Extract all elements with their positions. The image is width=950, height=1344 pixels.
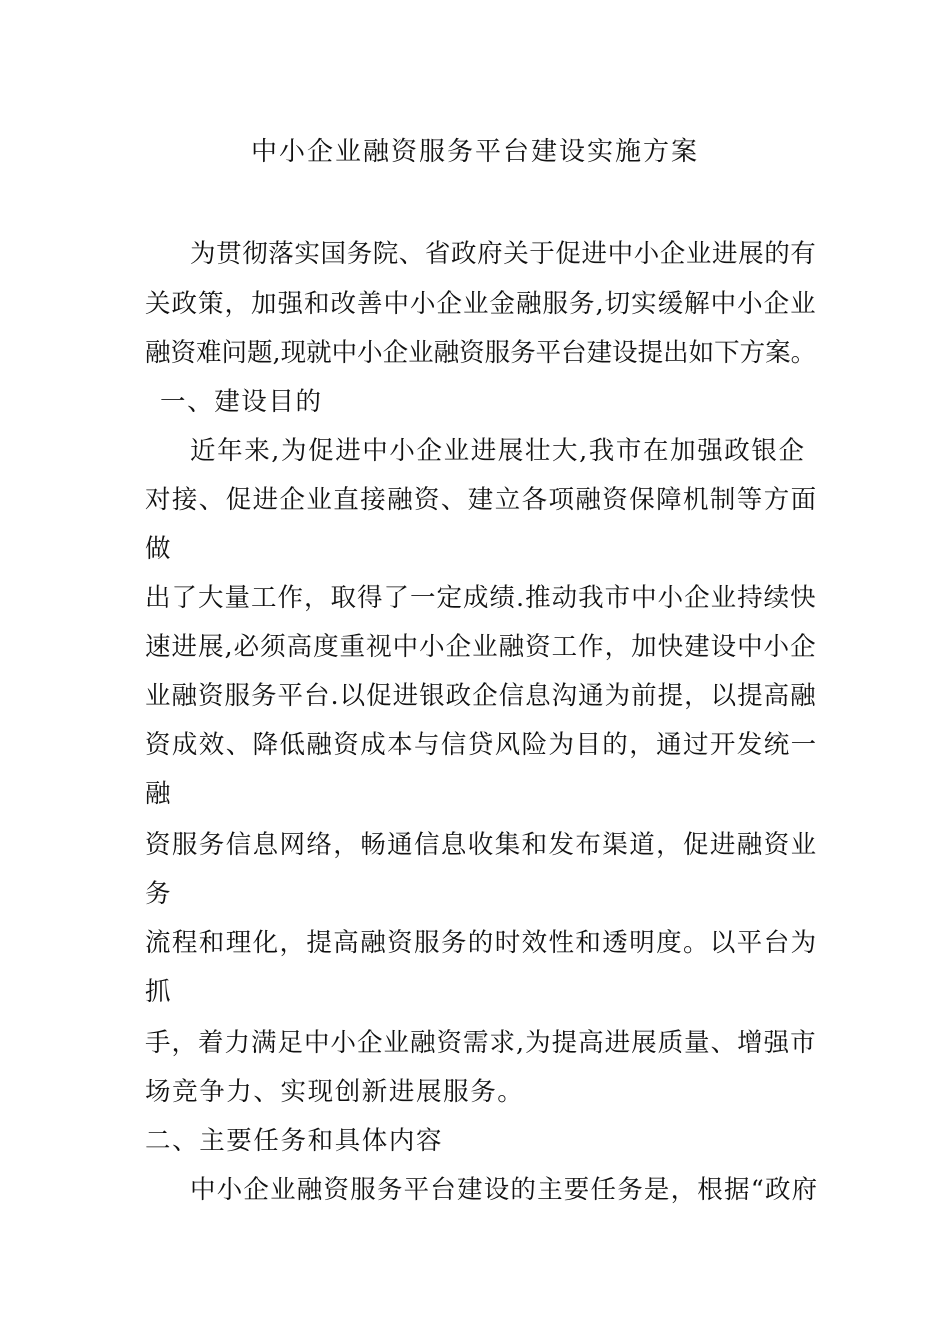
document-title: 中小企业融资服务平台建设实施方案 [250, 137, 699, 167]
body-line: 做 [145, 534, 173, 564]
body-line: 速进展,必须高度重视中小企业融资工作，加快建设中小企 [145, 632, 817, 662]
body-line: 近年来,为促进中小企业进展壮大,我市在加强政银企 [190, 436, 806, 466]
body-line: 融资难问题,现就中小企业融资服务平台建设提出如下方案。 [145, 338, 817, 368]
body-line: 融 [145, 779, 173, 809]
body-line: 中小企业融资服务平台建设的主要任务是，根据“政府 [190, 1175, 819, 1205]
body-line: 手，着力满足中小企业融资需求,为提高进展质量、增强市 [145, 1028, 817, 1058]
body-line: 业融资服务平台.以促进银政企信息沟通为前提，以提高融 [145, 681, 817, 711]
body-line: 抓 [145, 977, 173, 1007]
body-line: 资服务信息网络，畅通信息收集和发布渠道，促进融资业 [145, 830, 818, 860]
body-line: 场竞争力、实现创新进展服务。 [145, 1077, 525, 1107]
body-line: 务 [145, 879, 173, 909]
section-heading-1: 一、建设目的 [160, 387, 323, 417]
body-line: 对接、促进企业直接融资、建立各项融资保障机制等方面 [145, 485, 818, 515]
body-line: 流程和理化，提高融资服务的时效性和透明度。以平台为 [145, 928, 818, 958]
section-heading-2: 二、主要任务和具体内容 [145, 1126, 444, 1156]
body-line: 关政策，加强和改善中小企业金融服务,切实缓解中小企业 [145, 289, 817, 319]
body-line: 为贯彻落实国务院、省政府关于促进中小企业进展的有 [190, 239, 817, 269]
body-line: 出了大量工作，取得了一定成绩.推动我市中小企业持续快 [145, 583, 817, 613]
body-line: 资成效、降低融资成本与信贷风险为目的，通过开发统一 [145, 730, 818, 760]
